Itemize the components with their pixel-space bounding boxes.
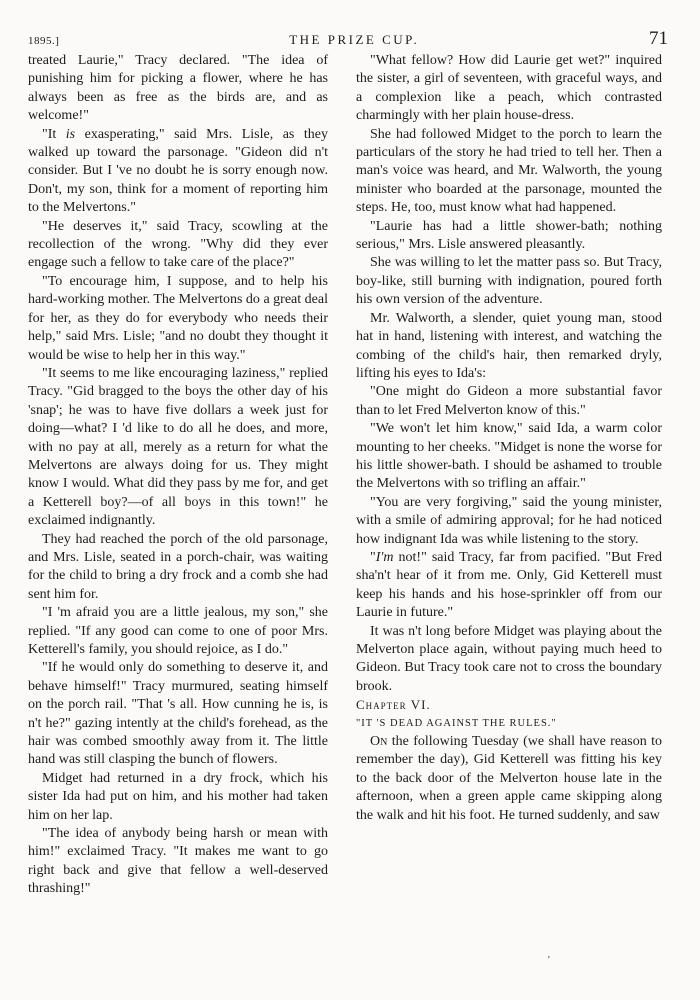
paragraph: "The idea of anybody being harsh or mean with him!" exclaimed Tracy. "It makes me want to go right back and give that fellow a well-deserved thrashing!": [28, 826, 328, 897]
text-run: not!" said Tracy, far from pacified. "But Fred sha'n't hear of it from me. Only, Gid Ketterell must keep his hands and his hose-sprinkler off from our Laurie in future.": [356, 549, 662, 621]
paragraph: It was n't long before Midget was playing about the Melverton place again, without paying much heed to Gideon. But Tracy took care not to cross the boundary brook.: [356, 623, 662, 694]
left-column: [28, 52, 328, 899]
text-run: ": [370, 549, 376, 565]
paragraph: "We won't let him know," said Ida, a warm color mounting to her cheeks. "Midget is none the worse for his little shower-bath. I should be ashamed to trouble the Melvertons with so trifling an affair.": [356, 421, 662, 492]
header-title: THE PRIZE CUP.: [289, 32, 420, 47]
paragraph: They had reached the porch of the old parsonage, and Mrs. Lisle, seated in a porch-chair, was waiting for the child to bring a dry frock and a comb she had sent him for.: [28, 531, 328, 602]
emphasis: I'm: [375, 549, 394, 565]
chapter-heading: Chapter VI.: [356, 697, 431, 713]
paragraph: [28, 126, 328, 218]
paragraph: treated Laurie," Tracy declared. "The idea of punishing him for picking a flower, where he has always been as free as the birds are, and as welcome!": [28, 53, 328, 124]
text-run: exasperating," said Mrs. Lisle, as they walked up toward the parsonage. "Gideon did n't consider. But I 've no doubt he is sorry enough now. Don't, my son, think for a moment of reporting him to the Melvertons.": [28, 126, 328, 216]
paragraph: [356, 549, 662, 623]
right-column: [356, 52, 662, 825]
paragraph: "If he would only do something to deserve it, and behave himself!" Tracy murmured, seating himself on the porch rail. "That 's all. How cunning he is, is n't he?" gazing intently at the child's forehead, as the hair was combed smoothly away from it. The little hand was still clasping the bunch of flowers.: [28, 660, 328, 768]
paragraph: "One might do Gideon a more substantial favor than to let Fred Melverton know of this.": [356, 384, 662, 418]
text-run: "It: [42, 126, 66, 142]
paragraph: Mr. Walworth, a slender, quiet young man, stood hat in hand, listening with interest, and watching the combing of the child's hair, then remarked dryly, lifting his eyes to Ida's:: [356, 310, 662, 381]
paragraph: "What fellow? How did Laurie get wet?" inquired the sister, a girl of seventeen, with graceful ways, and a complexion like a peach, which contrasted charmingly with her plain house-dress.: [356, 53, 662, 124]
running-header: [28, 28, 668, 48]
paragraph: "He deserves it," said Tracy, scowling at the recollection of the wrong. "Why did they ever engage such a fellow to take care of the place?": [28, 218, 328, 271]
drop-lead: On: [370, 734, 388, 750]
page-number: 71: [649, 28, 668, 49]
chapter-subtitle: "IT 'S DEAD AGAINST THE RULES.": [356, 717, 557, 729]
paragraph: "To encourage him, I suppose, and to help his hard-working mother. The Melvertons do a great deal for her, as they do for everybody who needs their help," said Mrs. Lisle; "and no doubt they thought it would be wise to help her in this way.": [28, 273, 328, 363]
emphasis: is: [65, 126, 76, 142]
paragraph: "I 'm afraid you are a little jealous, my son," she replied. "If any good can come to one of poor Mrs. Ketterell's family, you should rejoice, as I do.": [28, 605, 328, 657]
paragraph: "Laurie has had a little shower-bath; nothing serious," Mrs. Lisle answered pleasantly.: [356, 218, 662, 253]
paragraph: "It seems to me like encouraging laziness," replied Tracy. "Gid bragged to the boys the other day of his 'snap'; he was to have five dollars a week just for doing—what? I 'd like to do all he does, and more, with no pay at all, merely as a return for what the Melvertons are always doing for us. They might know I would. What did they pass by me for, and get a Ketterell boy?—of all boys in this town!" he exclaimed indignantly.: [28, 365, 328, 529]
signature-mark: ': [548, 955, 550, 966]
paragraph: She had followed Midget to the porch to learn the particulars of the story he had tried to tell her. Then a man's voice was heard, and Mr. Walworth, the young minister who boarded at the parsonage, mounted the steps. He, too, must know what had happened.: [356, 126, 662, 216]
paragraph: She was willing to let the matter pass so. But Tracy, boy-like, still burning with indignation, poured forth his own version of the adventure.: [356, 255, 662, 308]
text-run: the following Tuesday (we shall have reason to remember the day), Gid Ketterell was fitting his key to the back door of the Melverton house late in the afternoon, when a green apple came skipping along the walk and hit his foot. He turned suddenly, and saw: [356, 734, 662, 823]
header-year: 1895.]: [28, 35, 60, 47]
paragraph: "You are very forgiving," said the young minister, with a smile of admiring approval; for he had noticed how indignant Ida was while listening to the story.: [356, 494, 662, 547]
paragraph: Midget had returned in a dry frock, which his sister Ida had put on him, and his mother had taken him on her lap.: [28, 770, 328, 823]
paragraph: [356, 733, 662, 825]
